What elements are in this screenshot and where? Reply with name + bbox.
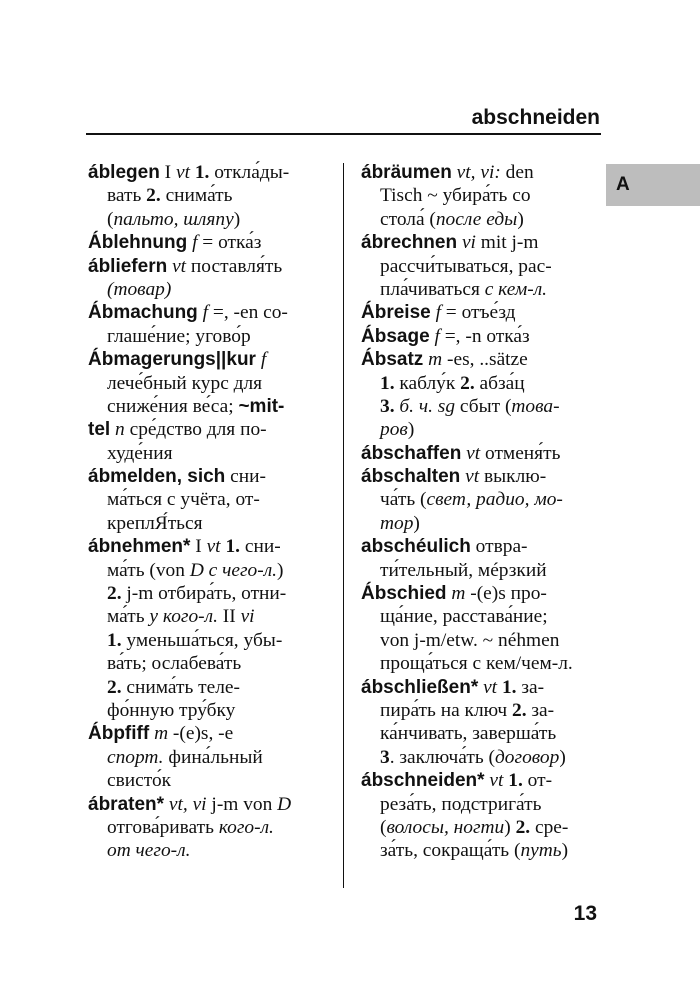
definition-text: за- xyxy=(516,676,545,698)
definition-text: ща́ние, расстава́ние; xyxy=(380,606,548,628)
definition-text: ма́ть (von xyxy=(107,559,190,581)
definition-text: худе́ния xyxy=(107,442,173,464)
definition-text: =, -n отка́з xyxy=(439,325,530,347)
definition-text: ча́ть ( xyxy=(380,489,427,511)
thumb-index-tab: A xyxy=(606,164,700,206)
entry-continuation-line xyxy=(88,559,333,582)
definition-text: von j-m/etw. ~ néhmen xyxy=(380,629,560,651)
entry-continuation-line xyxy=(88,769,333,792)
headword: Áblehnung xyxy=(88,232,188,254)
grammar-label: спорт. xyxy=(107,746,164,768)
definition-text: каблу́к xyxy=(394,372,461,394)
headword: Ábmachung xyxy=(88,302,198,324)
definition-text: -es, ..sätze xyxy=(442,349,528,371)
headword: Ábschied xyxy=(361,583,447,605)
entry-continuation-line xyxy=(361,746,606,769)
grammar-label: n xyxy=(115,419,125,441)
definition-text: фина́льный xyxy=(163,746,263,768)
entry-continuation-line xyxy=(88,582,333,605)
definition-text: 3. xyxy=(380,395,395,417)
headword: ábnehmen* xyxy=(88,536,191,558)
entry-continuation-line xyxy=(88,372,333,395)
grammar-label: ров xyxy=(380,419,408,441)
definition-text: . заключа́ть ( xyxy=(389,746,495,768)
grammar-label: (товар) xyxy=(107,278,172,300)
definition-text: = отка́з xyxy=(197,232,262,254)
column-divider xyxy=(343,163,344,888)
entry-continuation-line xyxy=(361,372,606,395)
entry-continuation-line xyxy=(88,442,333,465)
definition-text: = отъе́зд xyxy=(440,302,516,324)
grammar-label: m xyxy=(154,723,169,745)
definition-text: сре́дство для по- xyxy=(124,419,267,441)
definition-text: сбыт ( xyxy=(455,395,512,417)
grammar-label: f xyxy=(435,302,441,324)
definition-text: рассчи́тываться, рас- xyxy=(380,255,552,277)
entry-continuation-line xyxy=(361,722,606,745)
headword: áblegen xyxy=(88,162,160,183)
entry-headword-line xyxy=(88,465,333,488)
definition-text: сниже́ния ве́са; xyxy=(107,395,239,417)
entry-continuation-line xyxy=(88,395,333,418)
definition-text: 1. xyxy=(225,536,240,558)
entry-headword-line xyxy=(88,418,333,441)
entry-continuation-line xyxy=(88,278,333,301)
entry-continuation-line xyxy=(88,325,333,348)
entry-headword-line xyxy=(88,231,333,254)
definition-text: ти́тельный, мéрзкий xyxy=(380,559,547,581)
entry-headword-line xyxy=(361,301,606,324)
entry-continuation-line xyxy=(88,184,333,207)
definition-text: пира́ть на ключ xyxy=(380,699,512,721)
entry-continuation-line xyxy=(361,395,606,418)
grammar-label: vt xyxy=(175,162,190,183)
definition-text: снима́ть xyxy=(160,185,233,207)
definition-text: II xyxy=(217,606,241,628)
definition-text: лече́бный курс для xyxy=(107,372,263,394)
entry-continuation-line xyxy=(361,839,606,862)
headword: abschéulich xyxy=(361,536,471,558)
entry-headword-line xyxy=(88,793,333,816)
definition-text: ( xyxy=(107,208,114,230)
definition-text: 2. xyxy=(146,185,161,207)
definition-text: фо́нную тру́бку xyxy=(107,699,236,721)
definition-text: 1. xyxy=(194,162,210,183)
entry-continuation-line xyxy=(361,559,606,582)
definition-text: проща́ться с кем/чем-л. xyxy=(380,653,573,675)
definition-text: ма́ться с учёта, от- xyxy=(107,489,260,511)
definition-text: 2. xyxy=(107,676,122,698)
grammar-label: f xyxy=(192,232,198,254)
grammar-label: пальто, шляпу xyxy=(113,208,234,230)
entry-continuation-line xyxy=(88,746,333,769)
definition-text: ) xyxy=(413,512,420,534)
definition-text: за- xyxy=(526,699,555,721)
definition-text: ) xyxy=(561,840,569,862)
entry-continuation-line xyxy=(88,629,333,652)
definition-text: ) xyxy=(233,208,241,230)
definition-text: 2. xyxy=(460,372,475,394)
grammar-label: f xyxy=(260,349,267,371)
definition-text: 2. xyxy=(515,816,531,838)
definition-text: откла́ды- xyxy=(209,162,290,183)
definition-text: абза́ц xyxy=(474,372,525,394)
definition-text: отвра- xyxy=(470,536,528,558)
entry-headword-line xyxy=(361,535,606,558)
guide-word: abschneiden xyxy=(471,106,600,129)
grammar-label: vi xyxy=(240,606,255,628)
grammar-label: vt, vi xyxy=(168,793,207,815)
grammar-label: договор xyxy=(495,746,560,768)
grammar-label: D с чего-л. xyxy=(189,559,277,581)
definition-text: j-m отбира́ть, отни- xyxy=(121,583,287,605)
header-rule xyxy=(86,133,601,135)
grammar-label: у кого-л. xyxy=(149,606,218,628)
definition-text: 1. xyxy=(501,676,517,698)
grammar-label: кого-л. xyxy=(218,816,274,838)
entry-headword-line xyxy=(361,442,606,465)
entry-continuation-line xyxy=(361,418,606,441)
page-number: 13 xyxy=(573,902,597,925)
entry-headword-line xyxy=(361,465,606,488)
definition-text: 3 xyxy=(380,746,390,768)
definition-text: отгова́ривать xyxy=(107,816,219,838)
entry-continuation-line xyxy=(88,488,333,511)
grammar-label: б. ч. sg xyxy=(399,395,456,417)
grammar-label: vt xyxy=(466,442,481,464)
grammar-label: волосы, ногти xyxy=(386,816,505,838)
headword: ábraten* xyxy=(88,793,165,815)
headword: Ábpfiff xyxy=(88,723,150,745)
definition-text: сре- xyxy=(530,816,569,838)
entry-headword-line xyxy=(88,301,333,324)
grammar-label: с кем-л. xyxy=(484,278,548,300)
grammar-label: после еды xyxy=(435,208,518,230)
grammar-label: f xyxy=(434,325,440,347)
headword: tel xyxy=(88,419,111,441)
entry-continuation-line xyxy=(361,793,606,816)
definition-text: ва́ть; ослабева́ть xyxy=(107,653,242,675)
definition-text: den xyxy=(500,162,534,183)
right-column xyxy=(361,161,606,863)
definition-text: ) xyxy=(517,208,524,230)
headword: ábrechnen xyxy=(361,232,458,254)
entry-continuation-line xyxy=(361,605,606,628)
definition-text: снима́ть теле- xyxy=(121,676,240,698)
definition-text: I xyxy=(190,536,207,558)
definition-text: глаше́ние; угово́р xyxy=(107,325,251,347)
entry-headword-line xyxy=(88,161,333,184)
definition-text: стола́ ( xyxy=(380,208,436,230)
definition-text: 1. xyxy=(508,770,523,792)
entry-continuation-line xyxy=(88,676,333,699)
headword: ábmelden, sich xyxy=(88,466,226,488)
headword: Ábsage xyxy=(361,325,430,347)
grammar-label: свет, радио, мо- xyxy=(426,489,563,511)
grammar-label: vt xyxy=(172,255,187,277)
definition-text: уменьша́ться, убы- xyxy=(121,629,283,651)
grammar-label: m xyxy=(428,349,443,371)
definition-text: =, -en со- xyxy=(208,302,288,324)
headword: ábschneiden* xyxy=(361,770,485,792)
entry-headword-line xyxy=(361,325,606,348)
entry-continuation-line xyxy=(88,652,333,675)
headword: ábräumen xyxy=(361,162,452,183)
definition-text: креплЯ́ться xyxy=(107,512,203,534)
definition-text: ма́ть xyxy=(107,606,150,628)
entry-continuation-line xyxy=(88,605,333,628)
grammar-label: m xyxy=(451,583,466,605)
grammar-label: vt xyxy=(465,466,480,488)
definition-text: свисто́к xyxy=(107,770,172,792)
entry-continuation-line xyxy=(88,699,333,722)
left-column xyxy=(88,161,333,863)
definition-text: 2. xyxy=(512,699,527,721)
definition-text: отменя́ть xyxy=(480,442,561,464)
entry-continuation-line xyxy=(361,629,606,652)
definition-text: реза́ть, подстрига́ть xyxy=(380,793,542,815)
headword: Ábsatz xyxy=(361,349,424,371)
headword: ábliefern xyxy=(88,255,168,277)
definition-text: вать xyxy=(107,185,147,207)
definition-text: -(e)s про- xyxy=(465,583,547,605)
headword: Ábreise xyxy=(361,302,431,324)
entry-headword-line xyxy=(361,769,606,792)
entry-continuation-line xyxy=(361,255,606,278)
definition-text: ) xyxy=(504,816,516,838)
grammar-label: D xyxy=(277,793,292,815)
entry-headword-line xyxy=(361,582,606,605)
entry-continuation-line xyxy=(361,488,606,511)
entry-headword-line xyxy=(361,676,606,699)
definition-text: ) xyxy=(407,419,415,441)
entry-continuation-line xyxy=(361,652,606,675)
entry-headword-line xyxy=(361,231,606,254)
grammar-label: vt xyxy=(206,536,221,558)
entry-headword-line xyxy=(361,348,606,371)
entry-headword-line xyxy=(361,161,606,184)
headword: ábschließen* xyxy=(361,676,479,698)
definition-text: ( xyxy=(380,816,387,838)
grammar-label: това- xyxy=(511,395,560,417)
definition-text: за́ть, сокраща́ть ( xyxy=(380,840,521,862)
definition-text: от- xyxy=(522,770,553,792)
entry-continuation-line xyxy=(361,184,606,207)
grammar-label: vi xyxy=(461,232,476,254)
definition-text: сни- xyxy=(239,536,281,558)
grammar-label: тор xyxy=(380,512,414,534)
entry-continuation-line xyxy=(361,278,606,301)
definition-text: -(e)s, -e xyxy=(168,723,234,745)
entry-continuation-line xyxy=(88,839,333,862)
grammar-label: путь xyxy=(520,840,562,862)
grammar-label: vt, vi: xyxy=(456,162,501,183)
definition-text: 1. xyxy=(107,629,122,651)
entry-continuation-line xyxy=(88,512,333,535)
definition-text: 1. xyxy=(380,372,395,394)
definition-text: mit j-m xyxy=(475,232,539,254)
entry-continuation-line xyxy=(361,208,606,231)
definition-text: Tisch ~ убира́ть со xyxy=(380,185,531,207)
grammar-label: от чего-л. xyxy=(107,840,191,862)
definition-text: ) xyxy=(277,559,284,581)
entry-continuation-line xyxy=(88,208,333,231)
definition-text: сни- xyxy=(225,466,266,488)
entry-continuation-line xyxy=(361,699,606,722)
entry-headword-line xyxy=(88,255,333,278)
grammar-label: vt xyxy=(483,676,498,698)
entry-continuation-line xyxy=(88,816,333,839)
definition-text: 2. xyxy=(107,583,122,605)
definition-text: поставля́ть xyxy=(186,255,283,277)
entry-headword-line xyxy=(88,535,333,558)
headword: ~mit- xyxy=(238,395,285,417)
definition-text: ) xyxy=(559,746,566,768)
grammar-label: f xyxy=(202,302,209,324)
entry-headword-line xyxy=(88,348,333,371)
definition-text: I xyxy=(159,162,176,183)
headword: ábschaffen xyxy=(361,442,462,464)
entry-continuation-line xyxy=(361,816,606,839)
grammar-label: vt xyxy=(489,770,504,792)
definition-text: пла́чиваться xyxy=(380,278,485,300)
entry-headword-line xyxy=(88,722,333,745)
headword: ábschalten xyxy=(361,466,461,488)
definition-text: выклю- xyxy=(479,466,547,488)
entry-continuation-line xyxy=(361,512,606,535)
definition-text: j-m von xyxy=(206,793,278,815)
definition-text: ка́нчивать, заверша́ть xyxy=(380,723,557,745)
headword: Ábmagerungs||kur xyxy=(88,349,256,371)
